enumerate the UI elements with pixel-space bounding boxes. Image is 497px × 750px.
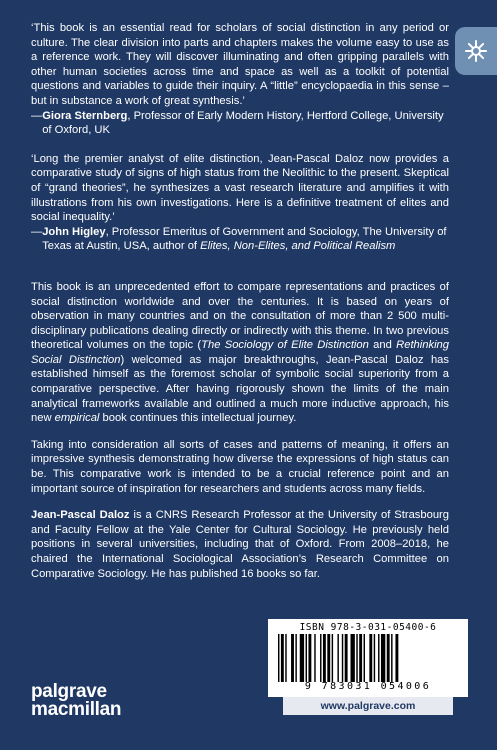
barcode-bar: [395, 634, 398, 682]
barcode-digits: 9 783031 054006: [304, 681, 432, 692]
quote-2-dash: —: [31, 225, 43, 238]
springer-link-icon: [463, 38, 489, 64]
barcode-bar: [356, 634, 357, 682]
isbn-label: ISBN 978-3-031-05400-6: [299, 622, 437, 633]
book-title-2: Rethinking Social Distinction: [31, 339, 450, 366]
barcode-bar: [308, 634, 311, 682]
quote-1-attribution: [31, 109, 449, 138]
barcode-bar: [374, 634, 375, 682]
quote-2-text: ‘Long the premier analyst of elite distinction, Jean-Pascal Daloz now provides a comparative study of signs of high status from the Neolithic to the present. Skeptical of “grand theories”, he synthesizes a vast research literature and amplifies it with illustrations from his own investigations. Here is a definitive treatment of elites and social inequality.’: [31, 152, 449, 224]
author-bio-text: is a CNRS Research Professor at the University of Strasbourg and Faculty Fellow at the Yale Center for Cultural Sociology. He previously held positions in several universities, including that of Oxford. From 2008–2018, he chaired the International Sociological Association’s Research Committee on Comparative Sociology. He has published 16 books so far.: [31, 509, 449, 580]
blurb-text: [31, 21, 449, 581]
barcode-bar: [351, 634, 355, 682]
quote-1-author: Giora Sternberg: [42, 109, 128, 122]
quote-2-author: John Higley: [42, 225, 106, 238]
publisher-logo-line2: macmillan: [31, 699, 122, 720]
barcode-bar: [342, 634, 343, 682]
quote-1-dash: —: [31, 109, 43, 122]
barcode-bar: [378, 634, 379, 682]
publisher-logo-line1: palgrave: [31, 681, 107, 702]
barcode-bar: [387, 634, 390, 682]
quote-1-affiliation: , Professor of Early Modern History, Hertford College, University of Oxford, UK: [42, 109, 444, 137]
publisher-url[interactable]: www.palgrave.com: [283, 697, 453, 715]
description-paragraph-1: This book is an unprecedented effort to compare representations and practices of social distinction worldwide and over the centuries. It is based on years of observation in many countries and on the consultation of more than 2 500 multi-disciplinary publications dealing directly or indirectly with this theme. In two previous theoretical volumes on the topic (The Sociology of Elite Distinction and Rethinking Social Distinction) welcomed as major breakthroughs, Jean-Pascal Daloz has established himself as the foremost scholar of symbolic social superiority from a comparative perspective. After having rigorously shown the limits of the main analytical frameworks available and outlined a much more inductive approach, his new empirical book continues this intellectual journey.: [31, 280, 450, 425]
quote-1-text: ‘This book is an essential read for scholars of social distinction in any period or culture. The clear division into parts and chapters makes the volume easy to use as a reference work. They will discover illuminating and often gripping parallels with other human societies across time and space as well as a toolkit of potential questions and variables to guide their inquiry. A “little” encyclopaedia in this sense – but in substance a work of great synthesis.’: [31, 22, 449, 107]
barcode-bar: [391, 634, 392, 682]
barcode-bar: [345, 634, 348, 682]
barcode-bar: [295, 634, 296, 682]
quote-2-attribution: [31, 225, 449, 254]
barcode-bar: [314, 634, 315, 682]
quote-2-affiliation: , Professor Emeritus of Government and Sociology, The University of Texas at Austin, USA, author of: [42, 225, 447, 253]
barcode-bars: [278, 634, 460, 682]
barcode-box: [268, 619, 468, 697]
barcode-bar: [327, 634, 330, 682]
barcode-bar: [300, 634, 304, 682]
barcode-bar: [278, 634, 279, 682]
barcode-bar: [323, 634, 326, 682]
barcode-bar: [369, 634, 372, 682]
barcode-bar: [291, 634, 294, 682]
quote-2-book: Elites, Non-Elites, and Political Realism: [200, 240, 396, 253]
empirical-emphasis: empirical: [54, 412, 100, 425]
description-paragraph-2: Taking into consideration all sorts of cases and patterns of meaning, it offers an impressive synthesis demonstrating how diverse the expressions of high status can be. This comparative work is intended to be a crucial reference point and an important source of inspiration for researchers and students across many fields.: [31, 438, 449, 495]
springer-badge[interactable]: [455, 27, 497, 75]
book-title-1: The Sociology of Elite Distinction: [201, 339, 369, 352]
barcode-bar: [337, 634, 338, 682]
barcode-bar: [281, 634, 284, 682]
barcode-bar: [364, 634, 365, 682]
author-name: Jean-Pascal Daloz: [31, 509, 130, 522]
barcode-bar: [285, 634, 286, 682]
author-bio: [31, 508, 449, 581]
barcode-bar: [359, 634, 362, 682]
barcode-bar: [381, 634, 385, 682]
barcode-bar: [306, 634, 307, 682]
barcode-bar: [332, 634, 333, 682]
barcode-bar: [320, 634, 321, 682]
publisher-logo: [31, 683, 121, 719]
